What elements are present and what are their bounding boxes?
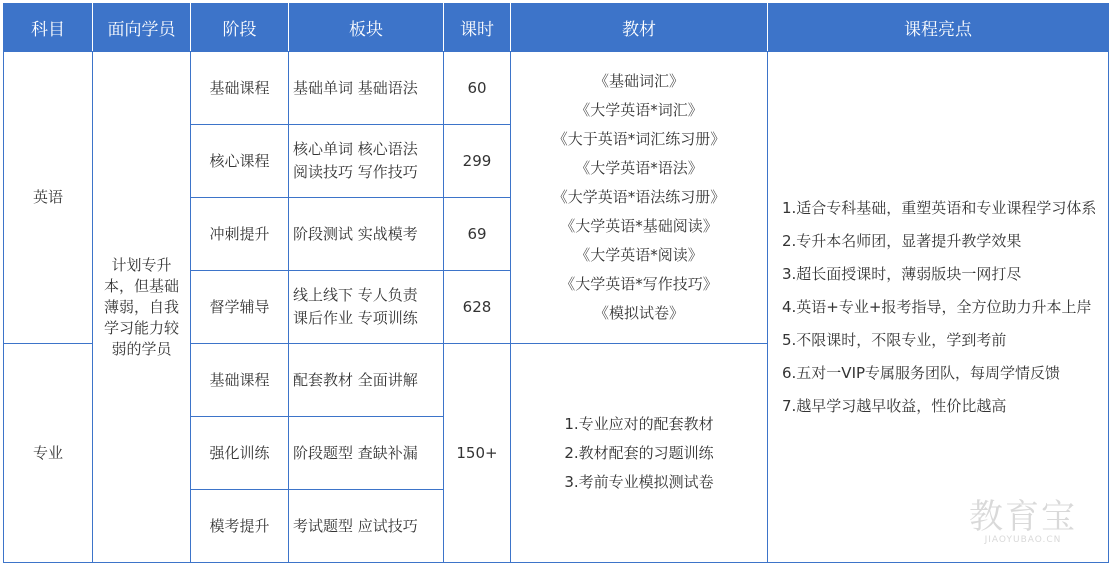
module-cell	[289, 125, 444, 198]
material-line: 《大学英语*基础阅读》	[560, 217, 718, 235]
header-subject: 科目	[4, 4, 93, 52]
material-line: 《大学英语*词汇》	[575, 101, 703, 119]
material-line: 《大学英语*语法》	[575, 159, 703, 177]
module-cell	[289, 198, 444, 271]
material-line: 《大学英语*语法练习册》	[552, 188, 726, 206]
major-hours-cell: 150+	[444, 344, 511, 563]
material-line: 2.教材配套的习题训练	[564, 443, 714, 462]
header-stage: 阶段	[191, 4, 289, 52]
stage-cell: 基础课程	[191, 52, 289, 125]
stage-cell: 强化训练	[191, 417, 289, 490]
watermark-main: 教育宝	[969, 497, 1077, 537]
module-cell	[289, 490, 444, 563]
hours-cell: 60	[444, 52, 511, 125]
highlight-item: 5.不限课时，不限专业，学到考前	[782, 330, 1007, 349]
module-line: 基础单词 基础语法	[293, 78, 418, 97]
module-line: 阶段题型 查缺补漏	[293, 443, 418, 462]
subject-english: 英语	[4, 52, 93, 344]
subject-major: 专业	[4, 344, 93, 563]
stage-cell: 核心课程	[191, 125, 289, 198]
hours-cell: 299	[444, 125, 511, 198]
module-line: 线上线下 专人负责	[293, 286, 418, 304]
header-highlights: 课程亮点	[768, 4, 1109, 52]
header-module: 板块	[289, 4, 444, 52]
material-line: 《模拟试卷》	[593, 304, 684, 322]
audience-cell: 计划专升本，但基础薄弱，自我学习能力较弱的学员	[93, 52, 191, 563]
module-cell	[289, 52, 444, 125]
major-materials-cell	[511, 344, 768, 563]
material-line: 1.专业应对的配套教材	[564, 414, 714, 433]
material-line: 《大于英语*词汇练习册》	[552, 130, 726, 148]
hours-cell: 628	[444, 271, 511, 344]
stage-cell: 基础课程	[191, 344, 289, 417]
header-hours: 课时	[444, 4, 511, 52]
module-line: 阶段测试 实战模考	[293, 224, 418, 243]
module-line: 考试题型 应试技巧	[293, 516, 418, 535]
highlight-item: 4.英语+专业+报考指导，全方位助力升本上岸	[782, 297, 1092, 316]
highlight-item: 1.适合专科基础，重塑英语和专业课程学习体系	[782, 198, 1097, 217]
english-materials-cell	[511, 52, 768, 344]
module-cell	[289, 344, 444, 417]
material-line: 《基础词汇》	[593, 72, 684, 90]
module-line: 配套教材 全面讲解	[293, 370, 418, 389]
header-materials: 教材	[511, 4, 768, 52]
material-line: 3.考前专业模拟测试卷	[564, 472, 714, 491]
stage-cell: 督学辅导	[191, 271, 289, 344]
header-audience: 面向学员	[93, 4, 191, 52]
table-row	[4, 52, 1109, 125]
material-line: 《大学英语*阅读》	[575, 246, 703, 264]
course-table	[3, 3, 1109, 563]
module-line: 核心单词 核心语法	[293, 140, 418, 158]
module-line: 课后作业 专项训练	[293, 309, 418, 327]
material-line: 《大学英语*写作技巧》	[560, 275, 718, 293]
highlight-item: 7.越早学习越早收益，性价比越高	[782, 396, 1007, 415]
stage-cell: 模考提升	[191, 490, 289, 563]
header-row	[4, 4, 1109, 52]
module-line: 阅读技巧 写作技巧	[293, 163, 418, 181]
hours-cell: 69	[444, 198, 511, 271]
module-cell	[289, 417, 444, 490]
module-cell	[289, 271, 444, 344]
highlight-item: 3.超长面授课时，薄弱版块一网打尽	[782, 264, 1022, 283]
highlights-cell	[768, 52, 1109, 563]
highlight-item: 6.五对一VIP专属服务团队，每周学情反馈	[782, 363, 1061, 382]
stage-cell: 冲刺提升	[191, 198, 289, 271]
highlight-item: 2.专升本名师团，显著提升教学效果	[782, 231, 1022, 250]
watermark-sub: JIAOYUBAO.CN	[984, 535, 1062, 545]
